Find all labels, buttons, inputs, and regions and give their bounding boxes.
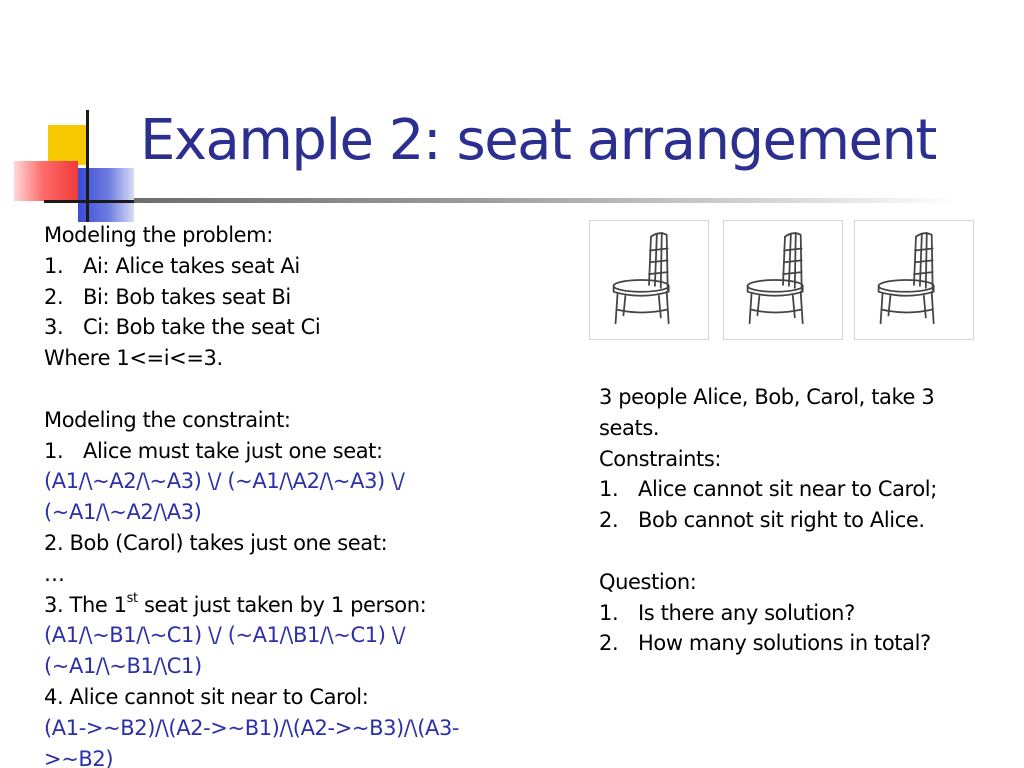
title-underline	[134, 198, 960, 203]
chair-image-1	[589, 220, 709, 340]
logo-horizontal-line	[44, 200, 140, 203]
problem-item-text: Ci: Bob take the seat Ci	[83, 315, 321, 340]
question-item-number: 1.	[599, 600, 619, 625]
chair-icon	[724, 221, 842, 339]
constraint-1-text: Alice must take just one seat:	[83, 438, 383, 463]
constraint-item-number: 2.	[599, 508, 619, 533]
constraint-3-superscript: st	[126, 590, 138, 606]
logo-yellow-square	[48, 125, 88, 165]
constraints-label: Constraints:	[599, 446, 722, 471]
constraint-heading: Modeling the constraint:	[44, 407, 291, 432]
constraint-3	[44, 590, 584, 621]
constraint-3-formula-line2: (~A1/\~B1/\C1)	[44, 654, 202, 679]
constraint-3-formula-line1: (A1/\~B1/\~C1) \/ (~A1/\B1/\~C1) \/	[44, 623, 406, 648]
question-item-text: Is there any solution?	[638, 600, 855, 625]
constraint-4-formula-line2: >~B2)	[44, 746, 114, 768]
logo-red-square	[14, 161, 78, 201]
constraint-2: 2. Bob (Carol) takes just one seat:	[44, 530, 388, 555]
problem-item-number: 3.	[44, 315, 64, 340]
constraint-1-formula-line2: (~A1/\~A2/\A3)	[44, 500, 202, 525]
problem-item	[44, 282, 584, 313]
intro-line1: 3 people Alice, Bob, Carol, take 3	[599, 385, 935, 409]
intro-line2: seats.	[599, 415, 660, 440]
spacer	[44, 374, 584, 405]
constraint-4: 4. Alice cannot sit near to Carol:	[44, 684, 369, 709]
slide-title: Example 2: seat arrangement	[140, 108, 936, 173]
question-item	[599, 598, 1009, 629]
where-clause: Where 1<=i<=3.	[44, 346, 223, 371]
problem-item-number: 2.	[44, 284, 64, 309]
chair-icon	[855, 221, 973, 339]
constraint-item-number: 1.	[599, 477, 619, 502]
constraint-1-number: 1.	[44, 438, 64, 463]
constraint-4-formula-line1: (A1->~B2)/\(A2->~B1)/\(A2->~B3)/\(A3-	[44, 715, 460, 740]
constraint-1	[44, 436, 584, 467]
problem-item	[44, 251, 584, 282]
problem-item-text: Bi: Bob takes seat Bi	[83, 284, 291, 309]
problem-item-text: Ai: Alice takes seat Ai	[83, 253, 300, 278]
problem-item-number: 1.	[44, 253, 64, 278]
constraint-item-text: Bob cannot sit right to Alice.	[638, 508, 925, 533]
constraint-3-text-post: seat just taken by 1 person:	[137, 592, 427, 617]
problem-item	[44, 312, 584, 343]
left-text-column	[44, 220, 584, 768]
constraint-item-text: Alice cannot sit near to Carol;	[638, 477, 937, 502]
constraint-item	[599, 474, 1009, 505]
question-item	[599, 628, 1009, 659]
constraint-item	[599, 505, 1009, 536]
chair-icon	[590, 221, 708, 339]
ellipsis: …	[44, 561, 65, 586]
question-item-text: How many solutions in total?	[638, 631, 931, 656]
constraint-3-text-pre: 3. The 1	[44, 592, 127, 617]
chair-image-3	[854, 220, 974, 340]
spacer	[599, 536, 1009, 567]
logo-vertical-line	[86, 110, 89, 222]
constraint-1-formula-line1: (A1/\~A2/\~A3) \/ (~A1/\A2/\~A3) \/	[44, 469, 405, 494]
chair-image-2	[723, 220, 843, 340]
slide-logo	[0, 0, 160, 240]
question-label: Question:	[599, 569, 697, 594]
question-item-number: 2.	[599, 631, 619, 656]
problem-heading: Modeling the problem:	[44, 223, 273, 247]
right-text-column	[599, 382, 1009, 659]
